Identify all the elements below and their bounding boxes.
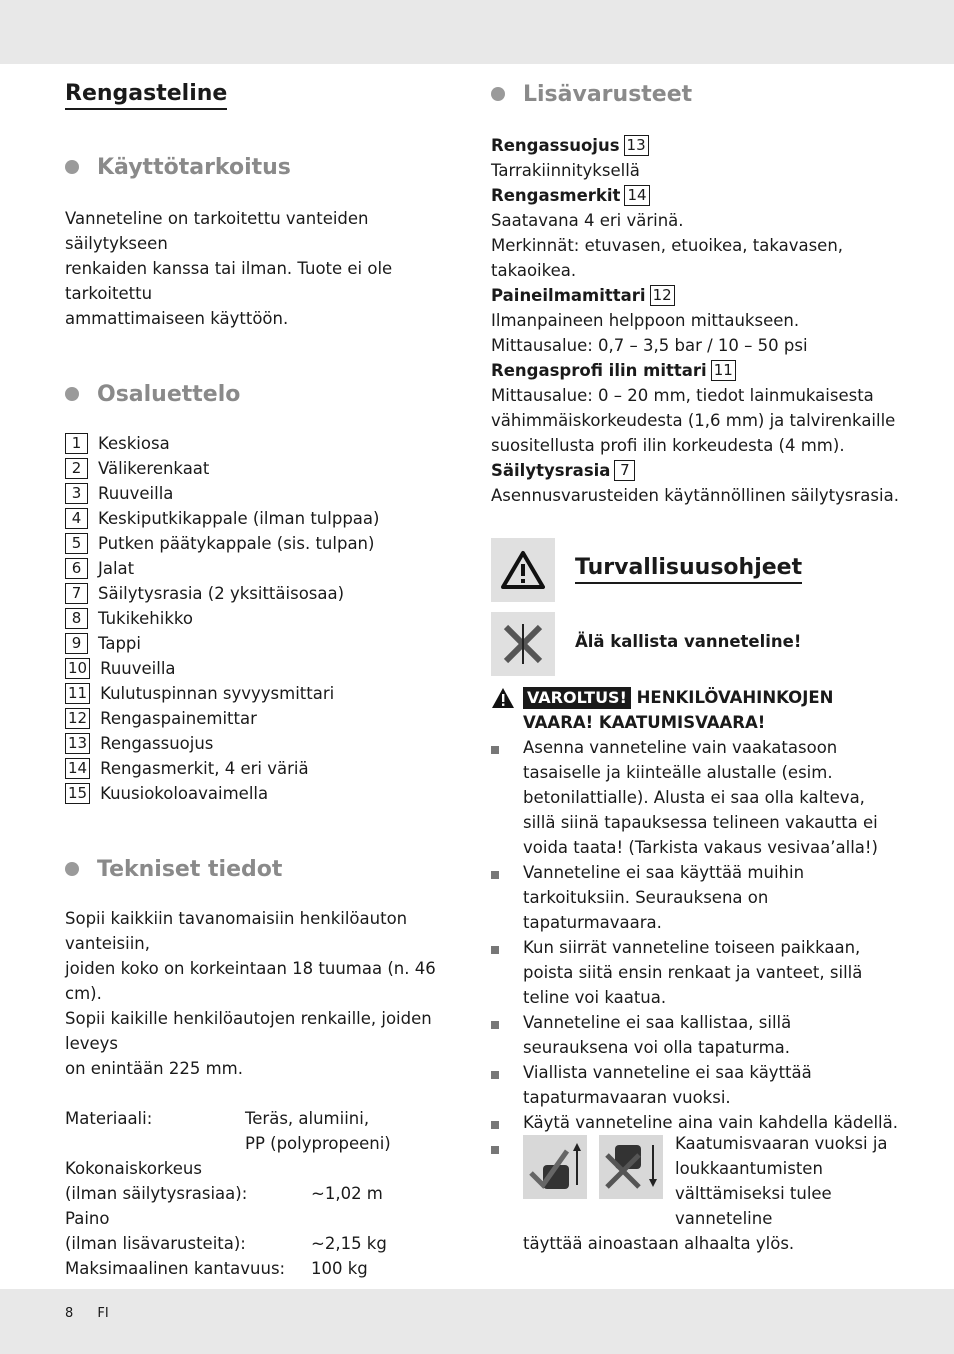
parts-list-item <box>65 581 475 606</box>
accessory-desc: Mittausalue: 0 – 20 mm, tiedot lainmukaisesta <box>491 386 874 405</box>
part-label: Jalat <box>98 559 135 578</box>
page-title: Rengasteline <box>65 80 227 110</box>
tech-line: on enintään 225 mm. <box>65 1059 243 1078</box>
part-label: Kulutuspinnan syvyysmittari <box>100 684 335 703</box>
safety-bullet: Käytä vanneteline aina vain kahdella kädellä. <box>491 1110 901 1135</box>
parts-list-item <box>65 731 475 756</box>
spec-label: Paino <box>65 1209 110 1228</box>
spec-value: 100 kg <box>311 1259 368 1278</box>
parts-list-item <box>65 481 475 506</box>
warning-block <box>491 685 901 735</box>
footer-bar <box>0 1289 954 1354</box>
part-number: 3 <box>65 483 88 504</box>
no-tilt-text: Älä kallista vanneteline! <box>575 632 802 651</box>
tech-heading-text: Tekniset tiedot <box>97 856 283 882</box>
safety-bullet: Vanneteline ei saa kallistaa, sillä seurauksena voi olla tapaturma. <box>491 1010 901 1060</box>
parts-list-item <box>65 506 475 531</box>
bullet-dot-icon <box>491 87 505 101</box>
part-number: 1 <box>65 433 88 454</box>
accessory-desc: Asennusvarusteiden käytännöllinen säilytysrasia. <box>491 486 899 505</box>
part-label: Ruuveilla <box>100 659 176 678</box>
parts-list-item <box>65 781 475 806</box>
spec-label: Kokonaiskorkeus <box>65 1159 202 1178</box>
tech-line: Sopii kaikille henkilöautojen renkaille, joiden leveys <box>65 1009 432 1053</box>
tech-line: Sopii kaikkiin tavanomaisiin henkilöauton vanteisiin, <box>65 909 408 953</box>
accessory-name: Rengasmerkit <box>491 186 621 205</box>
part-label: Välikerenkaat <box>98 459 210 478</box>
parts-list-item <box>65 431 475 456</box>
accessory-number: 7 <box>614 460 635 481</box>
part-number: 5 <box>65 533 88 554</box>
accessory-name: Säilytysrasia <box>491 461 611 480</box>
part-number: 11 <box>65 683 90 704</box>
parts-heading <box>65 379 475 409</box>
part-number: 9 <box>65 633 88 654</box>
accessory-name: Rengasprofi ilin mittari <box>491 361 707 380</box>
tech-text <box>65 906 475 1081</box>
accessory-name: Paineilmamittari <box>491 286 646 305</box>
safety-last-tail: täyttää ainoastaan alhaalta ylös. <box>523 1234 795 1253</box>
spec-label: Materiaali: <box>65 1109 153 1128</box>
part-label: Säilytysrasia (2 yksittäisosaa) <box>98 584 345 603</box>
part-label: Keskiosa <box>98 434 170 453</box>
purpose-line: ammattimaiseen käyttöön. <box>65 309 289 328</box>
bullet-dot-icon <box>65 160 79 174</box>
language-code: FI <box>97 1306 109 1321</box>
no-tilt-row <box>491 612 901 676</box>
part-label: Rengasmerkit, 4 eri väriä <box>100 759 309 778</box>
part-label: Rengassuojus <box>100 734 214 753</box>
accessory-number: 13 <box>624 135 649 156</box>
parts-list-item <box>65 531 475 556</box>
part-number: 10 <box>65 658 90 679</box>
accessory-name: Rengassuojus <box>491 136 620 155</box>
part-number: 13 <box>65 733 90 754</box>
spec-value: PP (polypropeeni) <box>245 1134 391 1153</box>
spec-value: Teräs, alumiini, <box>245 1109 370 1128</box>
parts-heading-text: Osaluettelo <box>97 381 241 407</box>
accessory-title <box>491 133 901 158</box>
part-number: 4 <box>65 508 88 529</box>
accessories-heading-text: Lisävarusteet <box>523 81 693 107</box>
purpose-line: Vanneteline on tarkoitettu vanteiden säilytykseen <box>65 209 369 253</box>
accessory-title <box>491 283 901 308</box>
parts-list <box>65 431 475 806</box>
part-label: Putken päätykappale (sis. tulpan) <box>98 534 375 553</box>
left-column <box>65 78 475 1281</box>
right-column <box>491 78 901 1256</box>
header-bar <box>0 0 954 64</box>
accessory-desc: vähimmäiskorkeudesta (1,6 mm) ja talvirenkaille <box>491 411 896 430</box>
no-tilt-icon <box>491 612 555 676</box>
parts-list-item <box>65 756 475 781</box>
safety-last-line: välttämiseksi tulee <box>675 1184 832 1203</box>
spec-value: ~1,02 m <box>311 1184 383 1203</box>
safety-last-item <box>491 1135 901 1256</box>
part-label: Tappi <box>98 634 141 653</box>
part-label: Rengaspainemittar <box>100 709 257 728</box>
part-number: 12 <box>65 708 90 729</box>
spec-label: (ilman lisävarusteita): <box>65 1234 246 1253</box>
accessory-number: 11 <box>711 360 736 381</box>
accessory-title <box>491 358 901 383</box>
bullet-square-icon <box>491 1146 499 1154</box>
accessory-title <box>491 458 901 483</box>
safety-bullet: Viallista vanneteline ei saa käyttää tapaturmavaaran vuoksi. <box>491 1060 901 1110</box>
parts-list-item <box>65 706 475 731</box>
page-number: 8 <box>65 1306 74 1321</box>
warning-triangle-icon <box>491 538 555 602</box>
spec-value: ~2,15 kg <box>311 1234 387 1253</box>
spec-label: Maksimaalinen kantavuus: <box>65 1259 286 1278</box>
warning-small-icon <box>491 687 515 709</box>
upright-fill-icon <box>523 1135 587 1199</box>
safety-last-line: loukkaantumisten <box>675 1159 823 1178</box>
accessory-desc: Merkinnät: etuvasen, etuoikea, takavasen, takaoikea. <box>491 236 844 280</box>
parts-list-item <box>65 681 475 706</box>
no-fill-down-icon <box>599 1135 663 1199</box>
parts-list-item <box>65 606 475 631</box>
footer <box>65 1306 129 1321</box>
safety-header <box>491 538 901 602</box>
accessory-desc: Saatavana 4 eri värinä. <box>491 211 684 230</box>
accessory-number: 12 <box>650 285 675 306</box>
safety-bullet: Asenna vanneteline vain vaakatasoon tasaiselle ja kiinteälle alustalle (esim. betonilattialle). Alusta ei saa olla kalteva, sillä siinä tapauksessa telineen vakautta ei voida taata! (Tarkista vakaus vesivaa’alla!) <box>491 735 901 860</box>
tech-heading <box>65 854 475 884</box>
part-label: Kuusiokoloavaimella <box>100 784 269 803</box>
parts-list-item <box>65 656 475 681</box>
part-number: 6 <box>65 558 88 579</box>
spec-table <box>65 1106 475 1281</box>
purpose-heading <box>65 152 475 182</box>
parts-list-item <box>65 556 475 581</box>
accessories-heading <box>491 79 901 109</box>
bullet-dot-icon <box>65 862 79 876</box>
part-label: Keskiputkikappale (ilman tulppaa) <box>98 509 380 528</box>
part-number: 15 <box>65 783 90 804</box>
safety-bullet: Vanneteline ei saa käyttää muihin tarkoituksiin. Seurauksena on tapaturmavaara. <box>491 860 901 935</box>
purpose-heading-text: Käyttötarkoitus <box>97 154 291 180</box>
safety-list <box>491 735 901 1135</box>
warning-line: VAARA! KAATUMISVAARA! <box>523 713 766 732</box>
accessory-desc: suositellusta profi ilin korkeudesta (4 mm). <box>491 436 845 455</box>
part-number: 8 <box>65 608 88 629</box>
bullet-dot-icon <box>65 387 79 401</box>
purpose-text <box>65 206 475 331</box>
part-label: Ruuveilla <box>98 484 174 503</box>
accessory-desc: Ilmanpaineen helppoon mittaukseen. <box>491 311 800 330</box>
part-label: Tukikehikko <box>98 609 193 628</box>
safety-bullet: Kun siirrät vanneteline toiseen paikkaan, poista siitä ensin renkaat ja vanteet, sillä teline voi kaatua. <box>491 935 901 1010</box>
safety-last-line: Kaatumisvaaran vuoksi ja <box>675 1134 888 1153</box>
accessory-desc: Mittausalue: 0,7 – 3,5 bar / 10 – 50 psi <box>491 336 808 355</box>
warning-line: HENKILÖVAHINKOJEN <box>636 688 834 707</box>
part-number: 7 <box>65 583 88 604</box>
parts-list-item <box>65 456 475 481</box>
warning-badge: VAROLTUS! <box>523 687 631 709</box>
safety-heading: Turvallisuusohjeet <box>575 554 802 584</box>
purpose-line: renkaiden kanssa tai ilman. Tuote ei ole tarkoitettu <box>65 259 393 303</box>
safety-last-line: vanneteline <box>675 1209 773 1228</box>
tech-line: joiden koko on korkeintaan 18 tuumaa (n. 46 cm). <box>65 959 436 1003</box>
spec-label: (ilman säilytysrasiaa): <box>65 1184 248 1203</box>
accessories-list <box>491 133 901 508</box>
part-number: 2 <box>65 458 88 479</box>
parts-list-item <box>65 631 475 656</box>
accessory-number: 14 <box>624 185 649 206</box>
part-number: 14 <box>65 758 90 779</box>
accessory-title <box>491 183 901 208</box>
accessory-desc: Tarrakiinnityksellä <box>491 161 640 180</box>
